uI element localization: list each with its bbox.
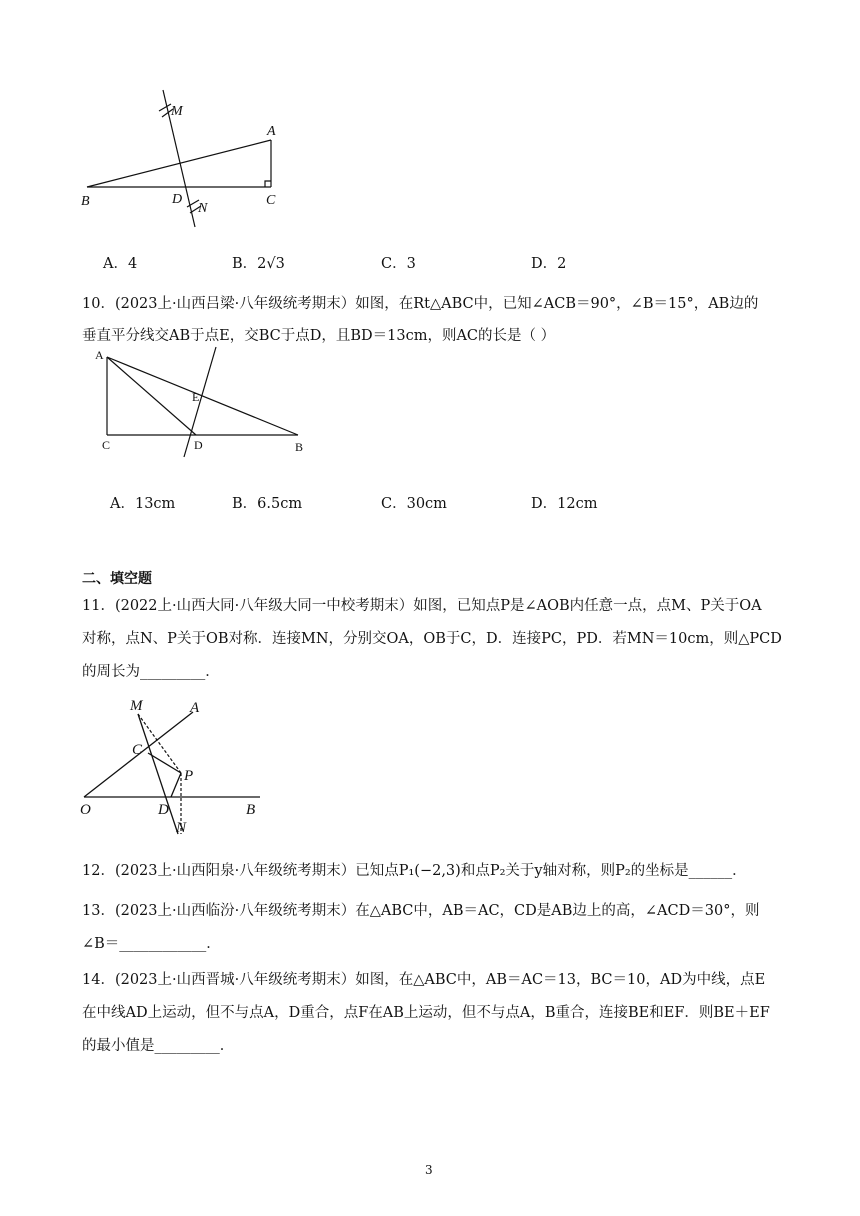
fig10-label-a: A	[95, 348, 104, 362]
fig11-label-m: M	[130, 698, 143, 714]
q11-figure	[78, 694, 278, 844]
fig11-label-p: P	[184, 768, 194, 784]
fig9-label-n: N	[198, 201, 208, 216]
fig11-label-n: N	[176, 820, 187, 836]
fig10-label-e: E	[192, 390, 200, 404]
q14-text-line3: 的最小值是_________．	[82, 1038, 235, 1054]
fig9-label-c: C	[266, 193, 276, 208]
fig9-label-b: B	[81, 194, 90, 209]
q9-option-a: A．4	[103, 256, 138, 272]
q9-option-b: B．2√3	[232, 256, 285, 272]
q13-text-line2: ∠B＝____________．	[82, 936, 221, 952]
q9-option-c: C．3	[381, 256, 416, 272]
fig11-label-o: O	[80, 802, 91, 818]
q10-text-line2: 垂直平分线交AB于点E，交BC于点D，且BD＝13cm，则AC的长是（ ）	[82, 328, 556, 344]
q11-text-line3: 的周长为_________．	[82, 664, 220, 680]
page-number: 3	[425, 1163, 433, 1177]
fig10-label-d: D	[194, 438, 203, 452]
q9-option-d: D．2	[531, 256, 567, 272]
fig11-label-a: A	[190, 700, 200, 716]
q10-option-a: A．13cm	[110, 496, 176, 512]
q14-text-line1: 14．(2023上·山西晋城·八年级统考期末）如图，在△ABC中，AB＝AC＝13，BC＝10，AD为中线，点E	[82, 972, 766, 988]
fig10-label-c: C	[102, 438, 111, 452]
fig9-label-m: M	[171, 104, 183, 119]
q10-option-b: B．6.5cm	[232, 496, 303, 512]
q11-text-line1: 11．(2022上·山西大同·八年级大同一中校考期末）如图，已知点P是∠AOB内任意一点，点M、P关于OA	[82, 598, 762, 614]
q10-text-line1: 10．(2023上·山西吕梁·八年级统考期末）如图，在Rt△ABC中，已知∠ACB＝90°，∠B＝15°，AB边的	[82, 296, 759, 312]
q10-option-d: D．12cm	[531, 496, 598, 512]
fig11-label-c: C	[132, 742, 143, 758]
q9-figure	[75, 85, 315, 235]
fig11-label-b: B	[246, 802, 256, 818]
fig11-label-d: D	[158, 802, 169, 818]
fig9-label-d: D	[172, 192, 183, 207]
q11-text-line2: 对称，点N、P关于OB对称．连接MN，分别交OA，OB于C，D．连接PC，PD．若MN＝10cm，则△PCD	[82, 631, 782, 647]
q12-text-line1: 12．(2023上·山西阳泉·八年级统考期末）已知点P₁(−2,3)和点P₂关于y轴对称，则P₂的坐标是______．	[82, 863, 747, 879]
section-title: 二、填空题	[82, 571, 152, 587]
fig10-label-b: B	[295, 440, 304, 454]
q10-figure	[90, 345, 320, 465]
q13-text-line1: 13．(2023上·山西临汾·八年级统考期末）在△ABC中，AB＝AC，CD是AB边上的高，∠ACD＝30°，则	[82, 903, 760, 919]
q14-text-line2: 在中线AD上运动，但不与点A，D重合，点F在AB上运动，但不与点A，B重合，连接BE和EF．则BE＋EF	[82, 1005, 770, 1021]
fig9-label-a: A	[267, 124, 276, 139]
q10-option-c: C．30cm	[381, 496, 447, 512]
